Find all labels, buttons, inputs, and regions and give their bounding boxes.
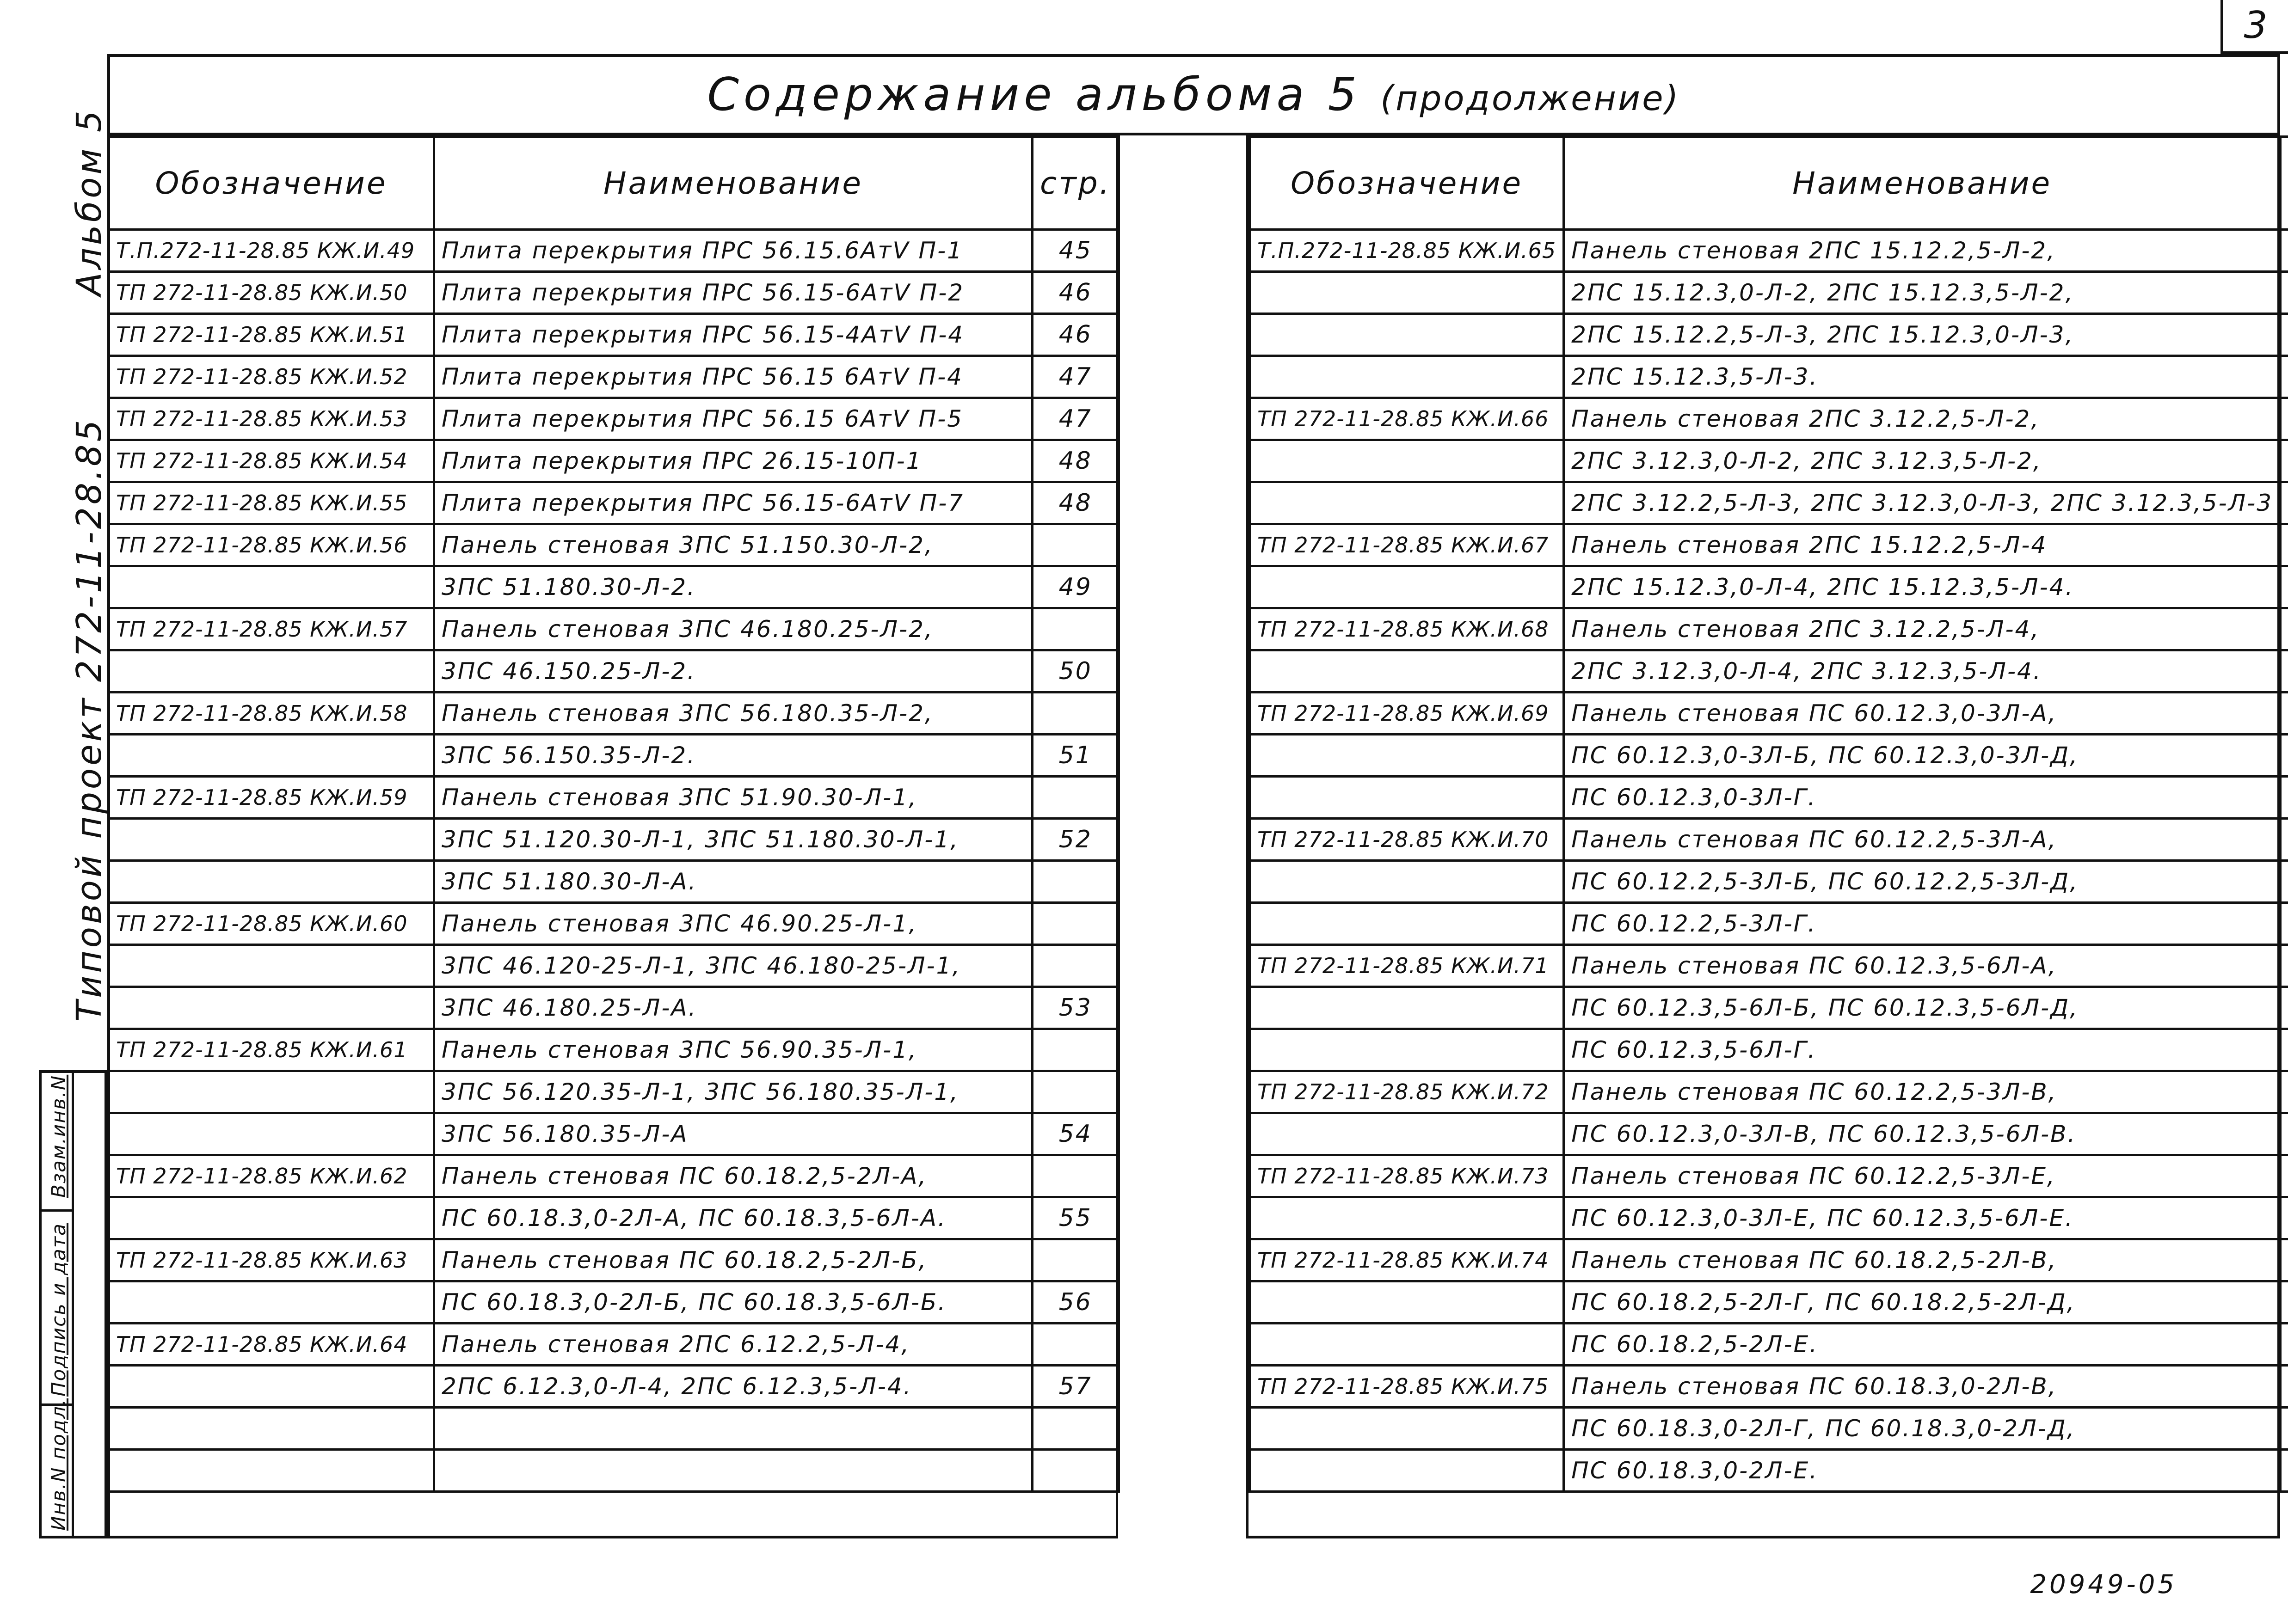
row-page xyxy=(2281,1197,2288,1239)
row-name: 2ПС 15.12.3,0-Л-2, 2ПС 15.12.3,5-Л-2, xyxy=(1564,272,2281,314)
table-row xyxy=(109,903,1119,945)
table-row xyxy=(109,1113,1119,1155)
table-row xyxy=(109,272,1119,314)
row-name: Панель стеновая 3ПС 56.180.35-Л-2, xyxy=(434,692,1033,735)
title-sub: (продолжение) xyxy=(1380,79,1680,118)
row-name: Панель стеновая 2ПС 15.12.2,5-Л-2, xyxy=(1564,230,2281,272)
table-row xyxy=(1250,735,2288,777)
row-page xyxy=(2281,819,2288,861)
table-row xyxy=(1250,440,2288,482)
row-name: Панель стеновая 2ПС 15.12.2,5-Л-4 xyxy=(1564,524,2281,566)
row-designation: ТП 272-11-28.85 КЖ.И.57 xyxy=(109,608,434,650)
table-row xyxy=(1250,356,2288,398)
document-code: 20949-05 xyxy=(2030,1569,2177,1599)
row-designation xyxy=(1250,356,1564,398)
row-designation xyxy=(1250,861,1564,903)
row-page xyxy=(1033,1324,1119,1366)
table-row xyxy=(109,650,1119,692)
row-designation: ТП 272-11-28.85 КЖ.И.64 xyxy=(109,1324,434,1366)
table-row xyxy=(1250,230,2288,272)
table-row xyxy=(109,692,1119,735)
table-row xyxy=(109,398,1119,440)
row-page xyxy=(2281,1029,2288,1071)
row-designation: ТП 272-11-28.85 КЖ.И.54 xyxy=(109,440,434,482)
table-row xyxy=(1250,1197,2288,1239)
row-name: ПС 60.18.2,5-2Л-Е. xyxy=(1564,1324,2281,1366)
table-row xyxy=(109,566,1119,608)
row-name: 3ПС 51.180.30-Л-2. xyxy=(434,566,1033,608)
row-page xyxy=(1033,777,1119,819)
table-row xyxy=(1250,987,2288,1029)
row-designation: ТП 272-11-28.85 КЖ.И.63 xyxy=(109,1239,434,1281)
table-row xyxy=(1250,272,2288,314)
row-page: 56 xyxy=(1033,1281,1119,1324)
row-designation: ТП 272-11-28.85 КЖ.И.68 xyxy=(1250,608,1564,650)
row-page xyxy=(2281,945,2288,987)
row-name: 3ПС 51.120.30-Л-1, 3ПС 51.180.30-Л-1, xyxy=(434,819,1033,861)
header-row xyxy=(1250,137,2288,230)
row-name: 3ПС 46.150.25-Л-2. xyxy=(434,650,1033,692)
sheet-number: 3 xyxy=(2220,0,2288,54)
row-page: 48 xyxy=(1033,482,1119,524)
table-row xyxy=(109,1155,1119,1197)
row-designation xyxy=(109,650,434,692)
table-row xyxy=(1250,524,2288,566)
row-designation: ТП 272-11-28.85 КЖ.И.60 xyxy=(109,903,434,945)
row-page xyxy=(1033,608,1119,650)
row-designation xyxy=(109,735,434,777)
row-name: ПС 60.12.3,0-3Л-Б, ПС 60.12.3,0-3Л-Д, xyxy=(1564,735,2281,777)
title-main: Содержание альбома 5 xyxy=(707,68,1362,121)
stamp-label-replacement: Взам.инв.N xyxy=(47,1074,70,1198)
row-page xyxy=(1033,524,1119,566)
row-name: Панель стеновая 3ПС 46.90.25-Л-1, xyxy=(434,903,1033,945)
table-row xyxy=(1250,903,2288,945)
header-page: стр. xyxy=(1033,137,1119,230)
table-row xyxy=(109,819,1119,861)
row-name: ПС 60.12.3,5-6Л-Б, ПС 60.12.3,5-6Л-Д, xyxy=(1564,987,2281,1029)
row-designation: ТП 272-11-28.85 КЖ.И.56 xyxy=(109,524,434,566)
row-designation xyxy=(1250,777,1564,819)
stamp-cell xyxy=(42,1398,74,1538)
row-page xyxy=(2281,903,2288,945)
row-name: ПС 60.12.3,0-3Л-Е, ПС 60.12.3,5-6Л-Е. xyxy=(1564,1197,2281,1239)
row-page xyxy=(1033,692,1119,735)
row-name: Плита перекрытия ПРС 56.15 6АтV П-5 xyxy=(434,398,1033,440)
row-page xyxy=(2281,987,2288,1029)
header-designation: Обозначение xyxy=(1250,137,1564,230)
table-row xyxy=(1250,1155,2288,1197)
row-designation xyxy=(1250,482,1564,524)
table-row xyxy=(1250,1450,2288,1492)
row-designation xyxy=(109,861,434,903)
row-designation xyxy=(109,1113,434,1155)
row-page xyxy=(1033,1155,1119,1197)
row-name: Панель стеновая ПС 60.18.3,0-2Л-В, xyxy=(1564,1366,2281,1408)
row-designation xyxy=(1250,650,1564,692)
header-name: Наименование xyxy=(434,137,1033,230)
row-designation: ТП 272-11-28.85 КЖ.И.55 xyxy=(109,482,434,524)
row-page xyxy=(2281,650,2288,692)
row-name: 3ПС 56.150.35-Л-2. xyxy=(434,735,1033,777)
row-designation xyxy=(109,1281,434,1324)
table-row xyxy=(1250,650,2288,692)
table-row xyxy=(109,861,1119,903)
page-title xyxy=(107,54,2280,135)
row-name: Плита перекрытия ПРС 56.15-6АтV П-7 xyxy=(434,482,1033,524)
table-row xyxy=(109,440,1119,482)
row-name: Панель стеновая 3ПС 56.90.35-Л-1, xyxy=(434,1029,1033,1071)
row-name: Панель стеновая ПС 60.12.2,5-3Л-Е, xyxy=(1564,1155,2281,1197)
stamp-cell xyxy=(42,1073,74,1212)
table-row xyxy=(109,1239,1119,1281)
row-name: 2ПС 3.12.2,5-Л-3, 2ПС 3.12.3,0-Л-3, 2ПС 3.12.3,5-Л-3 xyxy=(1564,482,2281,524)
row-page xyxy=(2281,398,2288,440)
stamp-label-inventory: Инв.N подл. xyxy=(47,1398,70,1531)
row-designation xyxy=(1250,440,1564,482)
table-row xyxy=(109,735,1119,777)
row-designation xyxy=(1250,1197,1564,1239)
row-designation: ТП 272-11-28.85 КЖ.И.51 xyxy=(109,314,434,356)
row-name: Плита перекрытия ПРС 56.15 6АтV П-4 xyxy=(434,356,1033,398)
table-row xyxy=(109,1197,1119,1239)
row-page xyxy=(2281,777,2288,819)
table-row xyxy=(1250,1113,2288,1155)
row-designation: Т.П.272-11-28.85 КЖ.И.49 xyxy=(109,230,434,272)
row-name: Плита перекрытия ПРС 56.15-4АтV П-4 xyxy=(434,314,1033,356)
row-name: ПС 60.18.3,0-2Л-А, ПС 60.18.3,5-6Л-А. xyxy=(434,1197,1033,1239)
row-page xyxy=(2281,1071,2288,1113)
row-designation xyxy=(109,1197,434,1239)
row-name: Панель стеновая ПС 60.12.3,5-6Л-А, xyxy=(1564,945,2281,987)
row-name: ПС 60.18.2,5-2Л-Г, ПС 60.18.2,5-2Л-Д, xyxy=(1564,1281,2281,1324)
row-name: ПС 60.18.3,0-2Л-Б, ПС 60.18.3,5-6Л-Б. xyxy=(434,1281,1033,1324)
row-designation: ТП 272-11-28.85 КЖ.И.75 xyxy=(1250,1366,1564,1408)
row-designation: ТП 272-11-28.85 КЖ.И.69 xyxy=(1250,692,1564,735)
row-designation xyxy=(109,1366,434,1408)
row-page: 47 xyxy=(1033,356,1119,398)
header-page xyxy=(2281,137,2288,230)
row-designation: ТП 272-11-28.85 КЖ.И.70 xyxy=(1250,819,1564,861)
table-row xyxy=(109,314,1119,356)
row-page: 46 xyxy=(1033,272,1119,314)
row-page xyxy=(2281,1324,2288,1366)
row-designation xyxy=(1250,272,1564,314)
table-row xyxy=(109,1071,1119,1113)
row-page xyxy=(2281,735,2288,777)
row-designation xyxy=(1250,987,1564,1029)
row-designation: ТП 272-11-28.85 КЖ.И.61 xyxy=(109,1029,434,1071)
row-page xyxy=(2281,230,2288,272)
row-page xyxy=(1033,1071,1119,1113)
row-page: 50 xyxy=(1033,650,1119,692)
stamp-cell xyxy=(42,1212,74,1406)
row-name: Панель стеновая 3ПС 51.150.30-Л-2, xyxy=(434,524,1033,566)
table-row xyxy=(1250,1366,2288,1408)
row-page: 51 xyxy=(1033,735,1119,777)
row-designation xyxy=(109,1408,434,1450)
row-page: 55 xyxy=(1033,1197,1119,1239)
row-name: 2ПС 15.12.3,0-Л-4, 2ПС 15.12.3,5-Л-4. xyxy=(1564,566,2281,608)
table-row xyxy=(109,1324,1119,1366)
row-name: Панель стеновая 3ПС 46.180.25-Л-2, xyxy=(434,608,1033,650)
row-designation: ТП 272-11-28.85 КЖ.И.59 xyxy=(109,777,434,819)
table-row xyxy=(109,482,1119,524)
row-designation xyxy=(109,1450,434,1492)
row-name: Панель стеновая 3ПС 51.90.30-Л-1, xyxy=(434,777,1033,819)
row-name: ПС 60.12.2,5-3Л-Б, ПС 60.12.2,5-3Л-Д, xyxy=(1564,861,2281,903)
row-name: 2ПС 15.12.3,5-Л-3. xyxy=(1564,356,2281,398)
row-page xyxy=(2281,566,2288,608)
table-row xyxy=(109,1408,1119,1450)
row-page xyxy=(2281,692,2288,735)
row-page xyxy=(2281,1155,2288,1197)
approval-stamp xyxy=(39,1070,107,1538)
row-page xyxy=(2281,1450,2288,1492)
row-page: 46 xyxy=(1033,314,1119,356)
row-designation xyxy=(109,1071,434,1113)
row-designation xyxy=(1250,1450,1564,1492)
table-row xyxy=(1250,777,2288,819)
row-name: Панель стеновая ПС 60.18.2,5-2Л-А, xyxy=(434,1155,1033,1197)
row-designation xyxy=(1250,1281,1564,1324)
table-row xyxy=(109,1029,1119,1071)
row-designation xyxy=(109,819,434,861)
row-page xyxy=(2281,314,2288,356)
row-designation xyxy=(1250,1113,1564,1155)
row-page xyxy=(2281,440,2288,482)
row-name: 3ПС 56.120.35-Л-1, 3ПС 56.180.35-Л-1, xyxy=(434,1071,1033,1113)
row-name xyxy=(434,1450,1033,1492)
row-page: 52 xyxy=(1033,819,1119,861)
row-name: 3ПС 56.180.35-Л-А xyxy=(434,1113,1033,1155)
table-row xyxy=(109,777,1119,819)
row-name: 3ПС 46.180.25-Л-А. xyxy=(434,987,1033,1029)
row-designation: ТП 272-11-28.85 КЖ.И.62 xyxy=(109,1155,434,1197)
side-label-project: Типовой проект 272-11-28.85 xyxy=(69,417,109,1022)
row-page: 48 xyxy=(1033,440,1119,482)
side-label-album: Альбом 5 xyxy=(69,108,109,296)
row-designation: ТП 272-11-28.85 КЖ.И.52 xyxy=(109,356,434,398)
table-row xyxy=(109,987,1119,1029)
row-page xyxy=(1033,1029,1119,1071)
row-page: 53 xyxy=(1033,987,1119,1029)
row-name: Панель стеновая 2ПС 6.12.2,5-Л-4, xyxy=(434,1324,1033,1366)
row-name: 2ПС 3.12.3,0-Л-2, 2ПС 3.12.3,5-Л-2, xyxy=(1564,440,2281,482)
table-row xyxy=(109,1366,1119,1408)
row-name: Панель стеновая ПС 60.12.3,0-3Л-А, xyxy=(1564,692,2281,735)
stamp-label-signature: Подпись и дата xyxy=(47,1223,70,1397)
table-row xyxy=(1250,1239,2288,1281)
row-name: Панель стеновая ПС 60.18.2,5-2Л-Б, xyxy=(434,1239,1033,1281)
row-name: 2ПС 6.12.3,0-Л-4, 2ПС 6.12.3,5-Л-4. xyxy=(434,1366,1033,1408)
row-name: Панель стеновая 2ПС 3.12.2,5-Л-2, xyxy=(1564,398,2281,440)
row-designation: ТП 272-11-28.85 КЖ.И.58 xyxy=(109,692,434,735)
row-page xyxy=(1033,1239,1119,1281)
table-row xyxy=(1250,819,2288,861)
row-page xyxy=(2281,356,2288,398)
left-table-body xyxy=(109,230,1119,1492)
row-name: 2ПС 15.12.2,5-Л-3, 2ПС 15.12.3,0-Л-3, xyxy=(1564,314,2281,356)
table-row xyxy=(1250,1324,2288,1366)
row-designation xyxy=(1250,566,1564,608)
row-page xyxy=(2281,1113,2288,1155)
table-row xyxy=(1250,1029,2288,1071)
row-page: 54 xyxy=(1033,1113,1119,1155)
row-page xyxy=(2281,272,2288,314)
row-designation xyxy=(1250,1408,1564,1450)
table-row xyxy=(109,524,1119,566)
row-designation xyxy=(109,566,434,608)
row-designation: ТП 272-11-28.85 КЖ.И.71 xyxy=(1250,945,1564,987)
right-table-body xyxy=(1250,230,2288,1492)
row-page: 49 xyxy=(1033,566,1119,608)
row-page xyxy=(1033,1408,1119,1450)
header-row xyxy=(109,137,1119,230)
table-row xyxy=(1250,945,2288,987)
row-designation: ТП 272-11-28.85 КЖ.И.74 xyxy=(1250,1239,1564,1281)
row-designation: ТП 272-11-28.85 КЖ.И.72 xyxy=(1250,1071,1564,1113)
table-row xyxy=(109,356,1119,398)
row-page xyxy=(2281,861,2288,903)
row-designation: ТП 272-11-28.85 КЖ.И.66 xyxy=(1250,398,1564,440)
row-name: Панель стеновая ПС 60.12.2,5-3Л-В, xyxy=(1564,1071,2281,1113)
column-gap xyxy=(1116,135,1249,1538)
row-designation: ТП 272-11-28.85 КЖ.И.67 xyxy=(1250,524,1564,566)
table-row xyxy=(1250,314,2288,356)
table-row xyxy=(1250,1281,2288,1324)
row-name: Плита перекрытия ПРС 56.15-6АтV П-2 xyxy=(434,272,1033,314)
row-name: ПС 60.12.3,0-3Л-В, ПС 60.12.3,5-6Л-В. xyxy=(1564,1113,2281,1155)
header-name: Наименование xyxy=(1564,137,2281,230)
row-name: Панель стеновая ПС 60.18.2,5-2Л-В, xyxy=(1564,1239,2281,1281)
table-row xyxy=(1250,1071,2288,1113)
row-page xyxy=(2281,608,2288,650)
table-row xyxy=(1250,608,2288,650)
row-designation: ТП 272-11-28.85 КЖ.И.53 xyxy=(109,398,434,440)
row-designation: ТП 272-11-28.85 КЖ.И.50 xyxy=(109,272,434,314)
row-designation xyxy=(1250,1324,1564,1366)
row-name: Панель стеновая ПС 60.12.2,5-3Л-А, xyxy=(1564,819,2281,861)
table-row xyxy=(1250,398,2288,440)
row-page xyxy=(2281,1408,2288,1450)
row-name: ПС 60.12.2,5-3Л-Г. xyxy=(1564,903,2281,945)
row-name: Плита перекрытия ПРС 56.15.6АтV П-1 xyxy=(434,230,1033,272)
row-name xyxy=(434,1408,1033,1450)
table-row xyxy=(109,608,1119,650)
row-designation xyxy=(109,987,434,1029)
row-designation xyxy=(1250,735,1564,777)
header-designation: Обозначение xyxy=(109,137,434,230)
table-row xyxy=(109,230,1119,272)
row-name: 2ПС 3.12.3,0-Л-4, 2ПС 3.12.3,5-Л-4. xyxy=(1564,650,2281,692)
table-row xyxy=(1250,566,2288,608)
row-page xyxy=(2281,1239,2288,1281)
table-row xyxy=(109,1281,1119,1324)
row-designation xyxy=(1250,314,1564,356)
row-page xyxy=(1033,1450,1119,1492)
row-name: ПС 60.12.3,5-6Л-Г. xyxy=(1564,1029,2281,1071)
row-designation: Т.П.272-11-28.85 КЖ.И.65 xyxy=(1250,230,1564,272)
row-designation: ТП 272-11-28.85 КЖ.И.73 xyxy=(1250,1155,1564,1197)
row-name: ПС 60.12.3,0-3Л-Г. xyxy=(1564,777,2281,819)
row-page xyxy=(2281,524,2288,566)
row-page: 45 xyxy=(1033,230,1119,272)
row-page: 57 xyxy=(1033,1366,1119,1408)
row-name: 3ПС 46.120-25-Л-1, 3ПС 46.180-25-Л-1, xyxy=(434,945,1033,987)
row-designation xyxy=(1250,903,1564,945)
row-name: ПС 60.18.3,0-2Л-Г, ПС 60.18.3,0-2Л-Д, xyxy=(1564,1408,2281,1450)
row-page xyxy=(2281,1281,2288,1324)
table-row xyxy=(1250,861,2288,903)
table-row xyxy=(1250,482,2288,524)
row-name: ПС 60.18.3,0-2Л-Е. xyxy=(1564,1450,2281,1492)
row-name: Плита перекрытия ПРС 26.15-10П-1 xyxy=(434,440,1033,482)
contents-table-right xyxy=(1249,135,2288,1493)
table-row xyxy=(1250,692,2288,735)
row-page: 47 xyxy=(1033,398,1119,440)
row-page xyxy=(1033,861,1119,903)
contents-table-left xyxy=(107,135,1120,1493)
row-page xyxy=(1033,903,1119,945)
row-page xyxy=(2281,1366,2288,1408)
row-designation xyxy=(109,945,434,987)
row-designation xyxy=(1250,1029,1564,1071)
table-row xyxy=(109,945,1119,987)
table-row xyxy=(109,1450,1119,1492)
row-name: Панель стеновая 2ПС 3.12.2,5-Л-4, xyxy=(1564,608,2281,650)
table-row xyxy=(1250,1408,2288,1450)
row-page xyxy=(2281,482,2288,524)
row-name: 3ПС 51.180.30-Л-А. xyxy=(434,861,1033,903)
row-page xyxy=(1033,945,1119,987)
